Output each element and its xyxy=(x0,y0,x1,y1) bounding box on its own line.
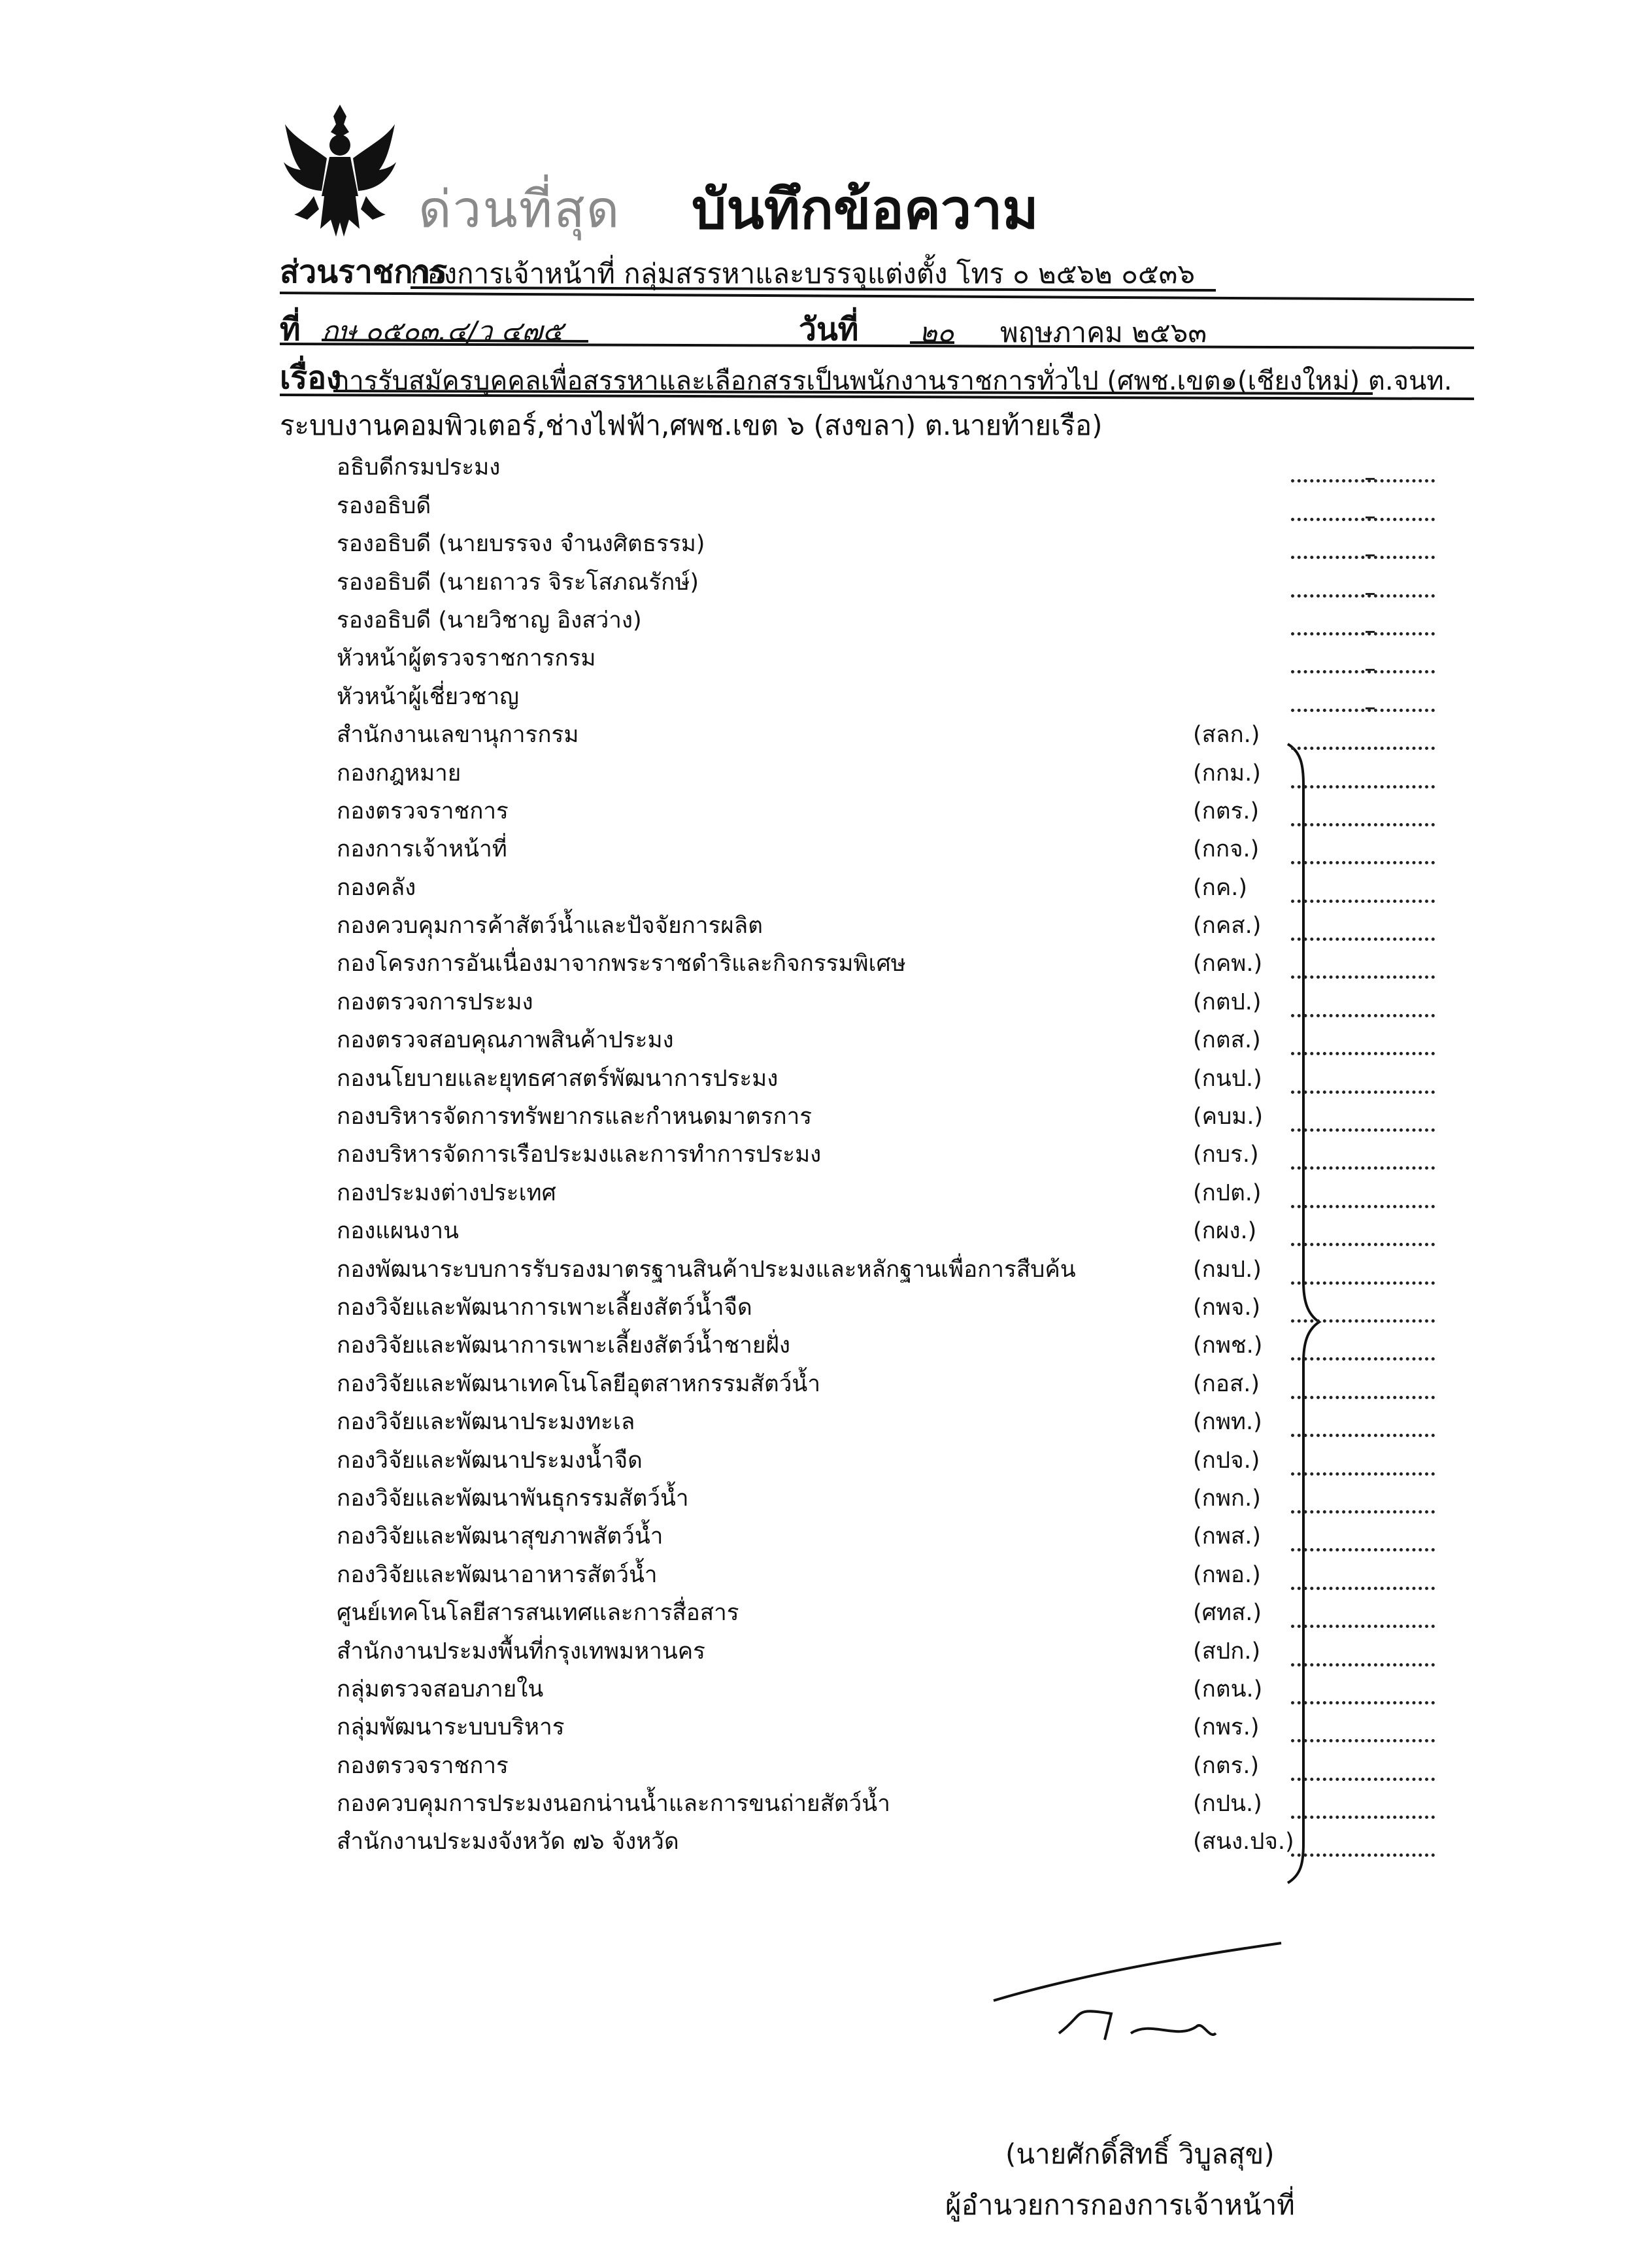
dotted-line xyxy=(1291,785,1435,788)
recipient-name: กองตรวจราชการ xyxy=(337,1752,509,1779)
recipient-name: อธิบดีกรมประมง xyxy=(337,454,501,481)
dotted-line xyxy=(1291,670,1435,673)
dotted-line xyxy=(1291,823,1435,826)
date-day: ๒๐ xyxy=(919,316,954,348)
recipient-abbreviation: (กปจ.) xyxy=(1193,1447,1260,1474)
dotted-line xyxy=(1291,747,1435,750)
recipient-name: กองวิจัยและพัฒนาการเพาะเลี้ยงสัตว์น้ำจืด xyxy=(337,1294,752,1321)
date-label: วันที่ xyxy=(799,311,859,348)
recipient-abbreviation: (กตร.) xyxy=(1193,798,1260,824)
recipient-name: รองอธิบดี (นายวิชาญ อิงสว่าง) xyxy=(337,607,642,634)
dash-mark xyxy=(1366,593,1375,595)
recipient-name: กองนโยบายและยุทธศาสตร์พัฒนาการประมง xyxy=(337,1065,779,1092)
recipient-abbreviation: (กพช.) xyxy=(1193,1332,1263,1359)
recipient-abbreviation: (กตป.) xyxy=(1193,989,1262,1015)
dotted-line xyxy=(1291,1663,1435,1667)
recipient-abbreviation: (กกจ.) xyxy=(1193,836,1260,863)
recipient-row xyxy=(337,1406,1435,1444)
dotted-line xyxy=(1291,1014,1435,1017)
recipient-abbreviation: (กตน.) xyxy=(1193,1676,1263,1702)
memo-title: บันทึกข้อความ xyxy=(692,177,1039,241)
dotted-line xyxy=(1291,632,1435,635)
signatory-name: (นายศักดิ์สิทธิ์ วิบูลสุข) xyxy=(1005,2138,1275,2170)
subject-line-1: การรับสมัครบุคคลเพื่อสรรหาและเลือกสรรเป็นพนักงานราชการทั่วไป (ศพช.เขต๑(เชียงใหม่) ต.จนท. xyxy=(333,366,1452,396)
recipient-row xyxy=(337,1062,1435,1100)
dotted-line xyxy=(1291,1853,1435,1857)
dotted-line xyxy=(1291,1052,1435,1055)
recipient-name: กลุ่มตรวจสอบภายใน xyxy=(337,1676,544,1702)
recipient-row xyxy=(337,1024,1435,1062)
dotted-line xyxy=(1291,1357,1435,1361)
recipient-row xyxy=(337,1176,1435,1214)
recipient-abbreviation: (กตส.) xyxy=(1193,1027,1261,1054)
recipient-row xyxy=(337,642,1435,680)
recipient-name: กองบริหารจัดการเรือประมงและการทำการประมง xyxy=(337,1142,822,1168)
recipient-abbreviation: (สลก.) xyxy=(1193,722,1260,749)
dotted-line xyxy=(1291,1091,1435,1094)
recipient-row xyxy=(337,528,1435,566)
dash-mark xyxy=(1366,631,1375,633)
recipient-name: สำนักงานเลขานุการกรม xyxy=(337,722,579,749)
dotted-line xyxy=(1291,1128,1435,1132)
recipient-name: กองวิจัยและพัฒนาเทคโนโลยีอุตสาหกรรมสัตว์น้ำ xyxy=(337,1370,820,1397)
dotted-line xyxy=(1291,1319,1435,1323)
recipient-abbreviation: (กพส.) xyxy=(1193,1523,1262,1550)
recipient-abbreviation: (กปน.) xyxy=(1193,1791,1262,1818)
recipient-name: กองวิจัยและพัฒนาพันธุกรรมสัตว์น้ำ xyxy=(337,1485,689,1512)
recipient-abbreviation: (กคส.) xyxy=(1193,913,1262,939)
recipient-row xyxy=(337,489,1435,527)
recipient-name: กองโครงการอันเนื่องมาจากพระราชดำริและกิจกรรมพิเศษ xyxy=(337,951,906,977)
recipient-row xyxy=(337,1482,1435,1520)
recipient-name: กองคลัง xyxy=(337,874,416,901)
recipient-row xyxy=(337,1711,1435,1749)
dotted-line xyxy=(1291,1281,1435,1285)
dotted-line xyxy=(1291,1548,1435,1551)
recipient-row xyxy=(337,985,1435,1023)
dash-mark xyxy=(1366,707,1375,709)
dotted-line xyxy=(1291,1510,1435,1514)
recipient-row xyxy=(337,1329,1435,1367)
recipient-row xyxy=(337,604,1435,642)
dotted-line xyxy=(1291,479,1435,482)
dotted-line xyxy=(1291,1396,1435,1399)
reference-label: ที่ xyxy=(280,311,301,348)
date-month-year: พฤษภาคม ๒๕๖๓ xyxy=(1000,316,1207,348)
recipient-row xyxy=(337,1138,1435,1176)
recipient-row xyxy=(337,1291,1435,1329)
dotted-line xyxy=(1291,938,1435,941)
recipient-abbreviation: (กมป.) xyxy=(1193,1256,1262,1283)
recipient-row xyxy=(337,719,1435,756)
recipient-name: กองพัฒนาระบบการรับรองมาตรฐานสินค้าประมงและหลักฐานเพื่อการสืบค้น xyxy=(337,1256,1076,1283)
recipient-name: กองประมงต่างประเทศ xyxy=(337,1179,556,1206)
recipient-name: กองบริหารจัดการทรัพยากรและกำหนดมาตรการ xyxy=(337,1104,813,1130)
recipient-row xyxy=(337,1215,1435,1253)
recipient-abbreviation: (ศทส.) xyxy=(1193,1600,1262,1627)
recipient-name: กองวิจัยและพัฒนาประมงน้ำจืด xyxy=(337,1447,643,1474)
recipient-abbreviation: (กบร.) xyxy=(1193,1142,1259,1168)
recipient-abbreviation: (กพอ.) xyxy=(1193,1561,1261,1588)
recipient-abbreviation: (สปก.) xyxy=(1193,1638,1261,1665)
recipient-name: กองตรวจราชการ xyxy=(337,798,509,824)
dash-mark xyxy=(1366,478,1375,480)
recipient-name: กองการเจ้าหน้าที่ xyxy=(337,836,507,863)
recipient-row xyxy=(337,795,1435,833)
recipient-abbreviation: (กอส.) xyxy=(1193,1370,1260,1397)
recipient-list xyxy=(337,451,1435,1863)
recipient-row xyxy=(337,756,1435,794)
dotted-line xyxy=(1291,1625,1435,1628)
recipient-abbreviation: (กคพ.) xyxy=(1193,951,1263,977)
recipient-row xyxy=(337,1749,1435,1787)
recipient-row xyxy=(337,833,1435,871)
subject-label: เรื่อง xyxy=(280,360,342,396)
recipient-abbreviation: (กพจ.) xyxy=(1193,1294,1261,1321)
recipient-row xyxy=(337,1367,1435,1405)
dash-mark xyxy=(1366,554,1375,556)
recipient-row xyxy=(337,1253,1435,1291)
recipient-name: สำนักงานประมงพื้นที่กรุงเทพมหานคร xyxy=(337,1638,705,1665)
dotted-line xyxy=(1291,1778,1435,1781)
recipient-row xyxy=(337,1558,1435,1596)
recipient-row xyxy=(337,680,1435,718)
subject-line-2: ระบบงานคอมพิวเตอร์,ช่างไฟฟ้า,ศพช.เขต ๖ (สงขลา) ต.นายท้ายเรือ) xyxy=(280,409,1103,441)
recipient-row xyxy=(337,947,1435,985)
dotted-line xyxy=(1291,1701,1435,1704)
recipient-name: กองตรวจการประมง xyxy=(337,989,533,1015)
recipient-row xyxy=(337,451,1435,489)
recipient-abbreviation: (สนง.ปจ.) xyxy=(1193,1829,1294,1855)
recipient-name: กองกฎหมาย xyxy=(337,760,461,787)
recipient-name: กลุ่มพัฒนาระบบบริหาร xyxy=(337,1714,565,1741)
recipient-name: รองอธิบดี (นายถาวร จิระโสภณรักษ์) xyxy=(337,569,699,596)
dotted-line xyxy=(1291,1434,1435,1437)
dotted-line xyxy=(1291,556,1435,559)
recipient-abbreviation: (กพท.) xyxy=(1193,1409,1262,1436)
recipient-row xyxy=(337,1825,1435,1863)
recipient-name: ศูนย์เทคโนโลยีสารสนเทศและการสื่อสาร xyxy=(337,1600,739,1627)
recipient-name: หัวหน้าผู้ตรวจราชการกรม xyxy=(337,645,596,672)
recipient-abbreviation: (กพก.) xyxy=(1193,1485,1261,1512)
recipient-name: กองวิจัยและพัฒนาประมงทะเล xyxy=(337,1409,635,1436)
recipient-abbreviation: (กพร.) xyxy=(1193,1714,1260,1741)
recipient-abbreviation: (กนป.) xyxy=(1193,1065,1262,1092)
dotted-line xyxy=(1291,1166,1435,1170)
signatory-position: ผู้อำนวยการกองการเจ้าหน้าที่ xyxy=(945,2189,1295,2221)
recipient-abbreviation: (กค.) xyxy=(1193,874,1248,901)
recipient-row xyxy=(337,1444,1435,1481)
recipient-row xyxy=(337,1673,1435,1711)
recipient-abbreviation: (กกม.) xyxy=(1193,760,1261,787)
dash-mark xyxy=(1366,516,1375,518)
recipient-name: กองควบคุมการค้าสัตว์น้ำและปัจจัยการผลิต xyxy=(337,913,763,939)
agency-label: ส่วนราชการ xyxy=(280,254,448,290)
recipient-name: กองวิจัยและพัฒนาสุขภาพสัตว์น้ำ xyxy=(337,1523,663,1550)
recipient-row xyxy=(337,909,1435,947)
recipient-name: กองควบคุมการประมงนอกน่านน้ำและการขนถ่ายสัตว์น้ำ xyxy=(337,1791,890,1818)
agency-value: กองการเจ้าหน้าที่ กลุ่มสรรหาและบรรจุแต่งตั้ง โทร ๐ ๒๕๖๒ ๐๕๓๖ xyxy=(411,258,1196,290)
recipient-abbreviation: (คบม.) xyxy=(1193,1104,1264,1130)
recipient-row xyxy=(337,1787,1435,1825)
recipient-row xyxy=(337,1520,1435,1558)
dotted-line xyxy=(1291,518,1435,521)
dotted-line xyxy=(1291,1816,1435,1819)
recipient-abbreviation: (กตร.) xyxy=(1193,1752,1260,1779)
recipient-abbreviation: (กปต.) xyxy=(1193,1179,1262,1206)
dotted-line xyxy=(1291,861,1435,864)
recipient-row xyxy=(337,1597,1435,1634)
recipient-name: รองอธิบดี (นายบรรจง จำนงศิตธรรม) xyxy=(337,531,705,558)
recipient-row xyxy=(337,1634,1435,1672)
recipient-name: กองแผนงาน xyxy=(337,1218,459,1245)
dotted-line xyxy=(1291,900,1435,903)
dotted-line xyxy=(1291,1472,1435,1476)
recipient-name: กองวิจัยและพัฒนาการเพาะเลี้ยงสัตว์น้ำชายฝั่ง xyxy=(337,1332,791,1359)
recipient-name: หัวหน้าผู้เชี่ยวชาญ xyxy=(337,683,519,710)
dotted-line xyxy=(1291,594,1435,598)
recipient-name: กองวิจัยและพัฒนาอาหารสัตว์น้ำ xyxy=(337,1561,658,1588)
recipient-row xyxy=(337,1100,1435,1138)
recipient-name: สำนักงานประมงจังหวัด ๗๖ จังหวัด xyxy=(337,1829,679,1855)
reference-value: กษ ๐๕๐๓.๔/ว ๔๗๕ xyxy=(322,315,563,347)
dotted-line xyxy=(1291,1205,1435,1208)
dash-mark xyxy=(1366,669,1375,671)
dotted-line xyxy=(1291,709,1435,712)
recipient-name: กองตรวจสอบคุณภาพสินค้าประมง xyxy=(337,1027,674,1054)
recipient-abbreviation: (กผง.) xyxy=(1193,1218,1257,1245)
recipient-name: รองอธิบดี xyxy=(337,492,431,519)
recipient-row xyxy=(337,566,1435,603)
dotted-line xyxy=(1291,1587,1435,1590)
recipient-row xyxy=(337,871,1435,909)
dotted-line xyxy=(1291,1739,1435,1742)
dotted-line xyxy=(1291,975,1435,979)
dotted-line xyxy=(1291,1243,1435,1246)
urgency-stamp: ด่วนที่สุด xyxy=(418,180,621,239)
